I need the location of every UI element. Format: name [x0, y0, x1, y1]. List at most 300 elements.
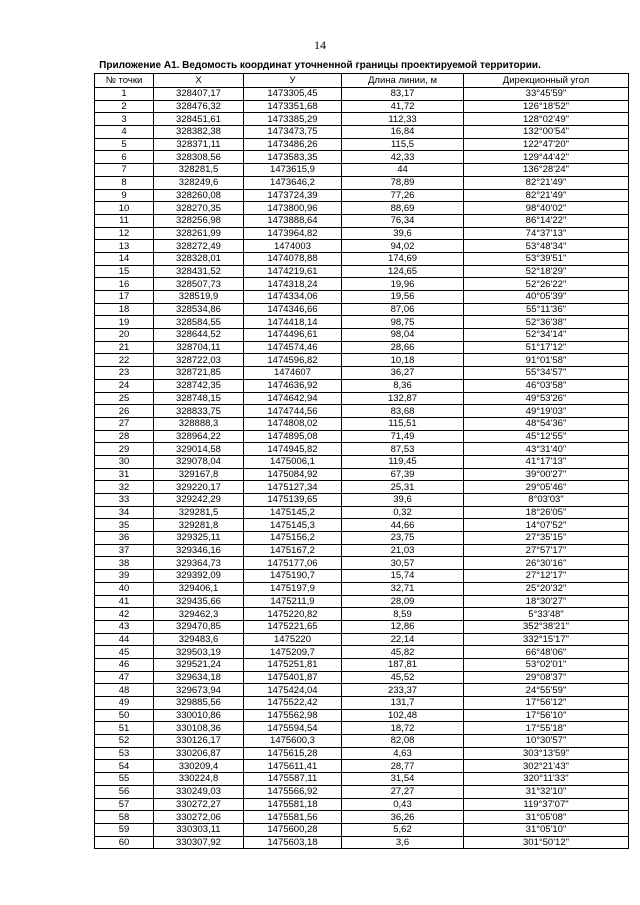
cell-y: 1473385,29	[244, 113, 342, 126]
table-row	[95, 443, 629, 456]
cell-point-number: 16	[95, 278, 154, 291]
cell-y: 1474596,82	[244, 354, 342, 367]
cell-direction-angle: 352°38'21"	[464, 620, 629, 633]
cell-point-number: 18	[95, 303, 154, 316]
table-row	[95, 785, 629, 798]
table-row	[95, 455, 629, 468]
cell-point-number: 46	[95, 658, 154, 671]
table-row	[95, 392, 629, 405]
cell-line-length: 87,06	[342, 303, 464, 316]
table-row	[95, 100, 629, 113]
cell-y: 1473964,82	[244, 227, 342, 240]
header-point-number: № точки	[95, 74, 154, 88]
cell-point-number: 15	[95, 265, 154, 278]
table-row	[95, 379, 629, 392]
cell-x: 329435,66	[154, 595, 244, 608]
cell-line-length: 132,87	[342, 392, 464, 405]
cell-x: 330224,8	[154, 773, 244, 786]
cell-point-number: 44	[95, 633, 154, 646]
table-row	[95, 468, 629, 481]
table-row	[95, 582, 629, 595]
cell-line-length: 21,03	[342, 544, 464, 557]
cell-x: 330126,17	[154, 735, 244, 748]
cell-y: 1474334,06	[244, 291, 342, 304]
cell-line-length: 4,63	[342, 747, 464, 760]
cell-direction-angle: 91°01'58"	[464, 354, 629, 367]
cell-x: 328888,3	[154, 417, 244, 430]
table-row	[95, 836, 629, 849]
cell-x: 330249,03	[154, 785, 244, 798]
cell-direction-angle: 53°39'51"	[464, 252, 629, 265]
cell-point-number: 47	[95, 671, 154, 684]
table-row	[95, 151, 629, 164]
cell-direction-angle: 14°07'52"	[464, 519, 629, 532]
cell-y: 1473473,75	[244, 126, 342, 139]
cell-line-length: 16,84	[342, 126, 464, 139]
cell-direction-angle: 29°05'46"	[464, 481, 629, 494]
cell-direction-angle: 98°40'02"	[464, 202, 629, 215]
cell-point-number: 3	[95, 113, 154, 126]
cell-direction-angle: 126°18'52"	[464, 100, 629, 113]
table-row	[95, 113, 629, 126]
cell-x: 328270,35	[154, 202, 244, 215]
cell-line-length: 36,27	[342, 367, 464, 380]
cell-direction-angle: 31°32'10"	[464, 785, 629, 798]
cell-line-length: 44	[342, 164, 464, 177]
cell-x: 328507,73	[154, 278, 244, 291]
cell-point-number: 27	[95, 417, 154, 430]
cell-point-number: 17	[95, 291, 154, 304]
cell-x: 329406,1	[154, 582, 244, 595]
cell-line-length: 115,51	[342, 417, 464, 430]
cell-y: 1475167,2	[244, 544, 342, 557]
cell-point-number: 21	[95, 341, 154, 354]
cell-point-number: 53	[95, 747, 154, 760]
cell-line-length: 41,72	[342, 100, 464, 113]
table-row	[95, 608, 629, 621]
cell-direction-angle: 122°47'20"	[464, 138, 629, 151]
table-row	[95, 214, 629, 227]
cell-line-length: 131,7	[342, 697, 464, 710]
table-row	[95, 620, 629, 633]
cell-point-number: 48	[95, 684, 154, 697]
cell-y: 1475197,9	[244, 582, 342, 595]
cell-y: 1473583,35	[244, 151, 342, 164]
cell-line-length: 36,26	[342, 811, 464, 824]
cell-y: 1475600,28	[244, 823, 342, 836]
cell-y: 1474346,66	[244, 303, 342, 316]
cell-x: 329078,04	[154, 455, 244, 468]
table-row	[95, 506, 629, 519]
cell-line-length: 45,82	[342, 646, 464, 659]
cell-point-number: 43	[95, 620, 154, 633]
cell-point-number: 31	[95, 468, 154, 481]
cell-y: 1474418,14	[244, 316, 342, 329]
table-row	[95, 189, 629, 202]
cell-point-number: 54	[95, 760, 154, 773]
table-header-row	[95, 74, 629, 88]
cell-line-length: 78,89	[342, 176, 464, 189]
cell-y: 1475522,42	[244, 697, 342, 710]
cell-line-length: 77,26	[342, 189, 464, 202]
table-row	[95, 126, 629, 139]
header-y: У	[244, 74, 342, 88]
table-row	[95, 671, 629, 684]
table-row	[95, 367, 629, 380]
cell-line-length: 39,6	[342, 494, 464, 507]
cell-x: 328476,32	[154, 100, 244, 113]
cell-y: 1475127,34	[244, 481, 342, 494]
cell-y: 1474003	[244, 240, 342, 253]
cell-x: 330010,86	[154, 709, 244, 722]
cell-direction-angle: 26°30'16"	[464, 557, 629, 570]
table-row	[95, 722, 629, 735]
cell-direction-angle: 303°13'59"	[464, 747, 629, 760]
cell-y: 1474318,24	[244, 278, 342, 291]
table-row	[95, 176, 629, 189]
header-direction-angle: Дирекционный угол	[464, 74, 629, 88]
cell-x: 328308,56	[154, 151, 244, 164]
table-row	[95, 709, 629, 722]
cell-point-number: 42	[95, 608, 154, 621]
cell-point-number: 45	[95, 646, 154, 659]
cell-point-number: 29	[95, 443, 154, 456]
cell-y: 1474078,88	[244, 252, 342, 265]
cell-direction-angle: 86°14'22"	[464, 214, 629, 227]
cell-line-length: 15,74	[342, 570, 464, 583]
cell-point-number: 30	[95, 455, 154, 468]
cell-x: 330272,27	[154, 798, 244, 811]
cell-x: 328722,03	[154, 354, 244, 367]
cell-point-number: 10	[95, 202, 154, 215]
cell-y: 1473351,68	[244, 100, 342, 113]
cell-x: 329503,19	[154, 646, 244, 659]
table-row	[95, 88, 629, 101]
cell-point-number: 5	[95, 138, 154, 151]
cell-x: 328644,52	[154, 329, 244, 342]
cell-line-length: 22,14	[342, 633, 464, 646]
cell-x: 328742,35	[154, 379, 244, 392]
cell-line-length: 10,18	[342, 354, 464, 367]
table-row	[95, 291, 629, 304]
cell-x: 329281,5	[154, 506, 244, 519]
cell-line-length: 174,69	[342, 252, 464, 265]
cell-point-number: 7	[95, 164, 154, 177]
cell-line-length: 82,08	[342, 735, 464, 748]
cell-x: 330209,4	[154, 760, 244, 773]
cell-x: 329364,73	[154, 557, 244, 570]
table-row	[95, 240, 629, 253]
cell-direction-angle: 128°02'49"	[464, 113, 629, 126]
cell-line-length: 71,49	[342, 430, 464, 443]
cell-x: 328382,38	[154, 126, 244, 139]
cell-direction-angle: 320°11'33"	[464, 773, 629, 786]
cell-point-number: 11	[95, 214, 154, 227]
cell-direction-angle: 27°12'17"	[464, 570, 629, 583]
cell-y: 1474219,61	[244, 265, 342, 278]
cell-line-length: 28,77	[342, 760, 464, 773]
cell-point-number: 58	[95, 811, 154, 824]
cell-direction-angle: 119°37'07"	[464, 798, 629, 811]
cell-point-number: 23	[95, 367, 154, 380]
cell-y: 1473800,96	[244, 202, 342, 215]
cell-direction-angle: 51°17'12"	[464, 341, 629, 354]
cell-direction-angle: 129°44'42"	[464, 151, 629, 164]
cell-x: 329014,58	[154, 443, 244, 456]
cell-x: 329634,18	[154, 671, 244, 684]
cell-line-length: 115,5	[342, 138, 464, 151]
table-row	[95, 595, 629, 608]
cell-x: 328328,01	[154, 252, 244, 265]
cell-point-number: 22	[95, 354, 154, 367]
table-row	[95, 417, 629, 430]
cell-point-number: 6	[95, 151, 154, 164]
cell-point-number: 9	[95, 189, 154, 202]
cell-line-length: 25,31	[342, 481, 464, 494]
cell-point-number: 32	[95, 481, 154, 494]
cell-x: 329242,29	[154, 494, 244, 507]
cell-y: 1475424,04	[244, 684, 342, 697]
cell-line-length: 28,66	[342, 341, 464, 354]
table-row	[95, 164, 629, 177]
cell-x: 330272,06	[154, 811, 244, 824]
table-row	[95, 760, 629, 773]
cell-point-number: 26	[95, 405, 154, 418]
cell-point-number: 57	[95, 798, 154, 811]
cell-x: 328704,11	[154, 341, 244, 354]
cell-point-number: 12	[95, 227, 154, 240]
page-number: 14	[314, 38, 326, 52]
cell-y: 1475220	[244, 633, 342, 646]
cell-x: 329462,3	[154, 608, 244, 621]
cell-point-number: 56	[95, 785, 154, 798]
cell-y: 1475006,1	[244, 455, 342, 468]
cell-point-number: 59	[95, 823, 154, 836]
cell-y: 1475401,87	[244, 671, 342, 684]
cell-line-length: 44,66	[342, 519, 464, 532]
cell-x: 328249,6	[154, 176, 244, 189]
cell-line-length: 102,48	[342, 709, 464, 722]
cell-x: 329346,16	[154, 544, 244, 557]
cell-direction-angle: 17°55'18"	[464, 722, 629, 735]
cell-line-length: 98,04	[342, 329, 464, 342]
cell-direction-angle: 52°34'14"	[464, 329, 629, 342]
cell-y: 1473646,2	[244, 176, 342, 189]
cell-point-number: 51	[95, 722, 154, 735]
cell-direction-angle: 74°37'13"	[464, 227, 629, 240]
cell-y: 1473724,39	[244, 189, 342, 202]
cell-direction-angle: 18°26'05"	[464, 506, 629, 519]
table-row	[95, 316, 629, 329]
cell-y: 1473888,64	[244, 214, 342, 227]
cell-point-number: 20	[95, 329, 154, 342]
table-row	[95, 405, 629, 418]
cell-y: 1475581,18	[244, 798, 342, 811]
cell-line-length: 28,09	[342, 595, 464, 608]
cell-line-length: 27,27	[342, 785, 464, 798]
cell-y: 1475587,11	[244, 773, 342, 786]
cell-line-length: 32,71	[342, 582, 464, 595]
table-row	[95, 202, 629, 215]
table-row	[95, 658, 629, 671]
cell-direction-angle: 45°12'55"	[464, 430, 629, 443]
cell-point-number: 35	[95, 519, 154, 532]
table-row	[95, 481, 629, 494]
cell-y: 1475190,7	[244, 570, 342, 583]
cell-point-number: 2	[95, 100, 154, 113]
cell-x: 328534,86	[154, 303, 244, 316]
table-row	[95, 303, 629, 316]
cell-x: 330206,87	[154, 747, 244, 760]
cell-line-length: 112,33	[342, 113, 464, 126]
table-body	[95, 88, 629, 849]
table-row	[95, 354, 629, 367]
cell-line-length: 8,36	[342, 379, 464, 392]
cell-line-length: 42,33	[342, 151, 464, 164]
table-row	[95, 532, 629, 545]
cell-x: 328281,5	[154, 164, 244, 177]
table-row	[95, 697, 629, 710]
cell-direction-angle: 82°21'49"	[464, 176, 629, 189]
table-row	[95, 747, 629, 760]
cell-x: 330307,92	[154, 836, 244, 849]
cell-line-length: 45,52	[342, 671, 464, 684]
cell-line-length: 0,32	[342, 506, 464, 519]
table-row	[95, 227, 629, 240]
cell-line-length: 87,53	[342, 443, 464, 456]
table-row	[95, 265, 629, 278]
cell-point-number: 28	[95, 430, 154, 443]
cell-direction-angle: 31°05'10"	[464, 823, 629, 836]
cell-point-number: 41	[95, 595, 154, 608]
cell-direction-angle: 17°56'10"	[464, 709, 629, 722]
cell-line-length: 94,02	[342, 240, 464, 253]
cell-x: 328964,22	[154, 430, 244, 443]
cell-y: 1475581,56	[244, 811, 342, 824]
cell-line-length: 187,81	[342, 658, 464, 671]
cell-y: 1474744,56	[244, 405, 342, 418]
cell-point-number: 55	[95, 773, 154, 786]
cell-direction-angle: 18°30'27"	[464, 595, 629, 608]
cell-y: 1473486,26	[244, 138, 342, 151]
cell-y: 1475594,54	[244, 722, 342, 735]
cell-line-length: 67,39	[342, 468, 464, 481]
cell-y: 1475600,3	[244, 735, 342, 748]
cell-direction-angle: 8°03'03"	[464, 494, 629, 507]
cell-y: 1475221,65	[244, 620, 342, 633]
table-row	[95, 494, 629, 507]
table-row	[95, 633, 629, 646]
table-row	[95, 646, 629, 659]
table-row	[95, 430, 629, 443]
cell-y: 1475156,2	[244, 532, 342, 545]
cell-x: 329470,85	[154, 620, 244, 633]
cell-y: 1475615,28	[244, 747, 342, 760]
table-row	[95, 329, 629, 342]
cell-direction-angle: 39°00'27"	[464, 468, 629, 481]
cell-point-number: 34	[95, 506, 154, 519]
table-row	[95, 570, 629, 583]
cell-y: 1473305,45	[244, 88, 342, 101]
cell-y: 1475145,3	[244, 519, 342, 532]
cell-y: 1474574,46	[244, 341, 342, 354]
cell-y: 1473615,9	[244, 164, 342, 177]
cell-direction-angle: 302°21'43"	[464, 760, 629, 773]
cell-y: 1475209,7	[244, 646, 342, 659]
cell-line-length: 5,62	[342, 823, 464, 836]
cell-y: 1475220,82	[244, 608, 342, 621]
cell-direction-angle: 41°17'13"	[464, 455, 629, 468]
cell-y: 1474607	[244, 367, 342, 380]
cell-x: 328584,55	[154, 316, 244, 329]
cell-y: 1475562,98	[244, 709, 342, 722]
cell-direction-angle: 301°50'12"	[464, 836, 629, 849]
cell-direction-angle: 27°35'15"	[464, 532, 629, 545]
cell-y: 1474636,92	[244, 379, 342, 392]
cell-x: 329281,8	[154, 519, 244, 532]
cell-line-length: 83,17	[342, 88, 464, 101]
cell-point-number: 33	[95, 494, 154, 507]
cell-point-number: 39	[95, 570, 154, 583]
cell-x: 329220,17	[154, 481, 244, 494]
cell-x: 328371,11	[154, 138, 244, 151]
table-row	[95, 811, 629, 824]
cell-direction-angle: 10°30'57"	[464, 735, 629, 748]
cell-direction-angle: 55°11'36"	[464, 303, 629, 316]
cell-x: 328519,9	[154, 291, 244, 304]
cell-direction-angle: 46°03'58"	[464, 379, 629, 392]
cell-x: 328407,17	[154, 88, 244, 101]
cell-point-number: 40	[95, 582, 154, 595]
cell-line-length: 19,56	[342, 291, 464, 304]
cell-line-length: 19,96	[342, 278, 464, 291]
cell-direction-angle: 49°53'26"	[464, 392, 629, 405]
table-row	[95, 798, 629, 811]
cell-line-length: 0,43	[342, 798, 464, 811]
header-line-length: Длина линии, м	[342, 74, 464, 88]
cell-x: 329392,09	[154, 570, 244, 583]
cell-line-length: 88,69	[342, 202, 464, 215]
cell-y: 1474895,08	[244, 430, 342, 443]
cell-line-length: 31,54	[342, 773, 464, 786]
cell-direction-angle: 52°18'29"	[464, 265, 629, 278]
appendix-title: Приложение А1. Ведомость координат уточненной границы проектируемой территории.	[99, 60, 541, 71]
cell-x: 328721,85	[154, 367, 244, 380]
cell-line-length: 124,65	[342, 265, 464, 278]
cell-line-length: 18,72	[342, 722, 464, 735]
cell-direction-angle: 24°55'59"	[464, 684, 629, 697]
cell-line-length: 83,68	[342, 405, 464, 418]
cell-point-number: 49	[95, 697, 154, 710]
cell-point-number: 19	[95, 316, 154, 329]
cell-y: 1474945,82	[244, 443, 342, 456]
cell-direction-angle: 40°05'39"	[464, 291, 629, 304]
cell-x: 328833,75	[154, 405, 244, 418]
cell-direction-angle: 52°36'38"	[464, 316, 629, 329]
cell-line-length: 12,86	[342, 620, 464, 633]
cell-point-number: 1	[95, 88, 154, 101]
table-row	[95, 773, 629, 786]
cell-x: 328272,49	[154, 240, 244, 253]
cell-point-number: 60	[95, 836, 154, 849]
cell-direction-angle: 29°08'37"	[464, 671, 629, 684]
cell-point-number: 50	[95, 709, 154, 722]
cell-direction-angle: 82°21'49"	[464, 189, 629, 202]
cell-x: 328260,08	[154, 189, 244, 202]
table-row	[95, 278, 629, 291]
cell-direction-angle: 132°00'54"	[464, 126, 629, 139]
cell-y: 1475611,41	[244, 760, 342, 773]
